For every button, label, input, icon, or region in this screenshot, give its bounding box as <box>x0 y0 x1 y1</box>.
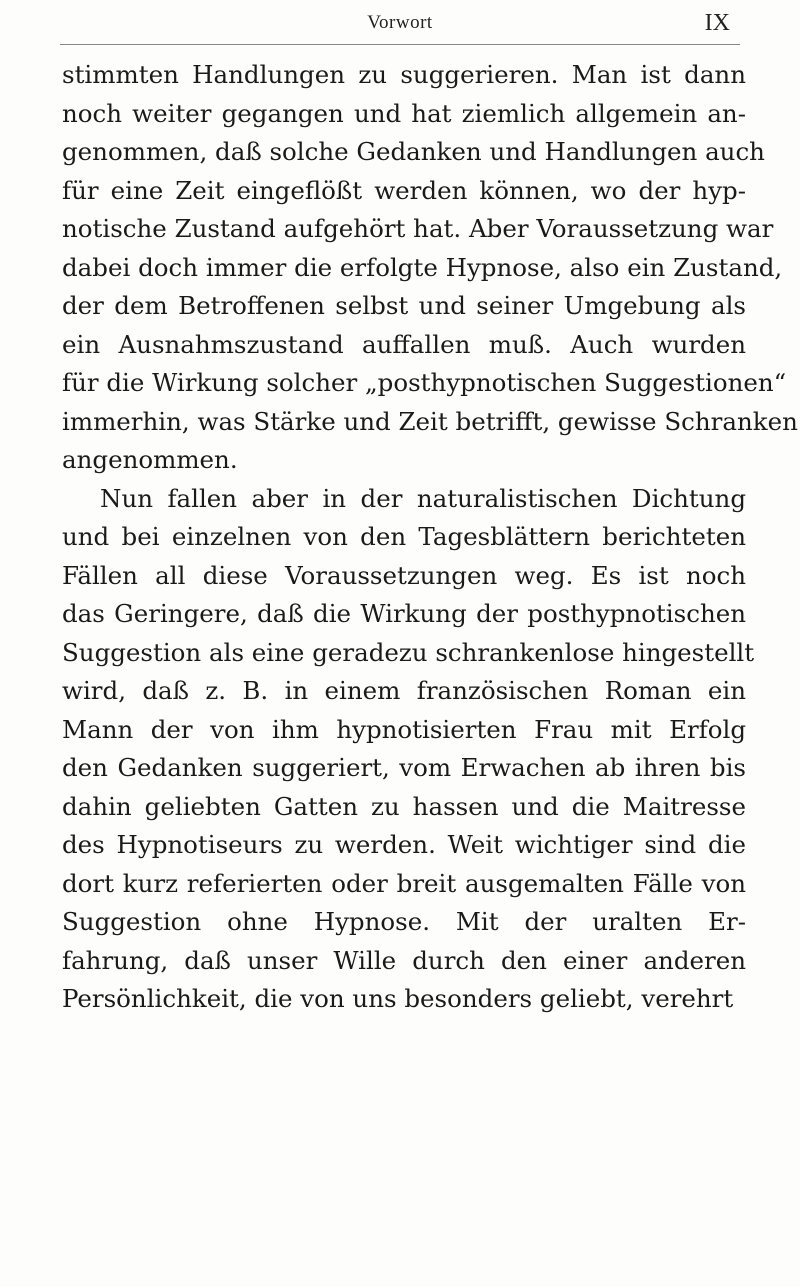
text-line: und bei einzelnen von den Tagesblättern berichteten <box>62 522 746 551</box>
text-line: immerhin, was Stärke und Zeit betrifft, gewisse Schranken <box>62 406 798 436</box>
text-line: dahin geliebten Gatten zu hassen und die Maitresse <box>62 791 746 821</box>
page-number: IX <box>704 10 730 36</box>
text-line: genommen, daß solche Gedanken und Handlungen auch <box>62 137 765 166</box>
text-line: stimmten Handlungen zu suggerieren. Man ist dann <box>62 60 746 89</box>
text-line: Fällen all diese Voraussetzungen weg. Es ist noch <box>62 560 746 590</box>
paragraph-end-line: angenommen. <box>62 445 238 474</box>
text-line: dabei doch immer die erfolgte Hypnose, also ein Zustand, <box>62 252 783 282</box>
text-line: das Geringere, daß die Wirkung der posthypnotischen <box>62 599 746 628</box>
text-line: des Hypnotiseurs zu werden. Weit wichtiger sind die <box>62 830 746 859</box>
text-line: Suggestion als eine geradezu schrankenlose hingestellt <box>62 637 755 667</box>
running-title: Vorwort <box>367 12 433 33</box>
text-line: noch weiter gegangen und hat ziemlich allgemein an- <box>62 98 746 128</box>
text-line: wird, daß z. B. in einem französischen Roman ein <box>62 676 746 705</box>
text-line: Mann der von ihm hypnotisierten Frau mit Erfolg <box>62 714 746 744</box>
body-text <box>62 56 798 1019</box>
text-line: fahrung, daß unser Wille durch den einer anderen <box>62 945 746 975</box>
paragraph-start-line: Nun fallen aber in der naturalistischen Dichtung <box>100 483 746 513</box>
text-line: für die Wirkung solcher „posthypnotischen Suggestionen“ <box>62 368 787 397</box>
text-line: Suggestion ohne Hypnose. Mit der uralten Er- <box>62 907 746 936</box>
running-head <box>60 8 740 44</box>
text-line: der dem Betroffenen selbst und seiner Umgebung als <box>62 291 746 320</box>
text-line: den Gedanken suggeriert, vom Erwachen ab ihren bis <box>62 753 746 782</box>
text-line: notische Zustand aufgehört hat. Aber Voraussetzung war <box>62 214 774 243</box>
header-rule <box>60 44 740 45</box>
text-line: Persönlichkeit, die von uns besonders geliebt, verehrt <box>62 984 734 1013</box>
text-line: für eine Zeit eingeflößt werden können, wo der hyp- <box>62 175 746 205</box>
text-line: ein Ausnahmszustand auffallen muß. Auch wurden <box>62 329 746 359</box>
text-line: dort kurz referierten oder breit ausgemalten Fälle von <box>62 868 746 898</box>
